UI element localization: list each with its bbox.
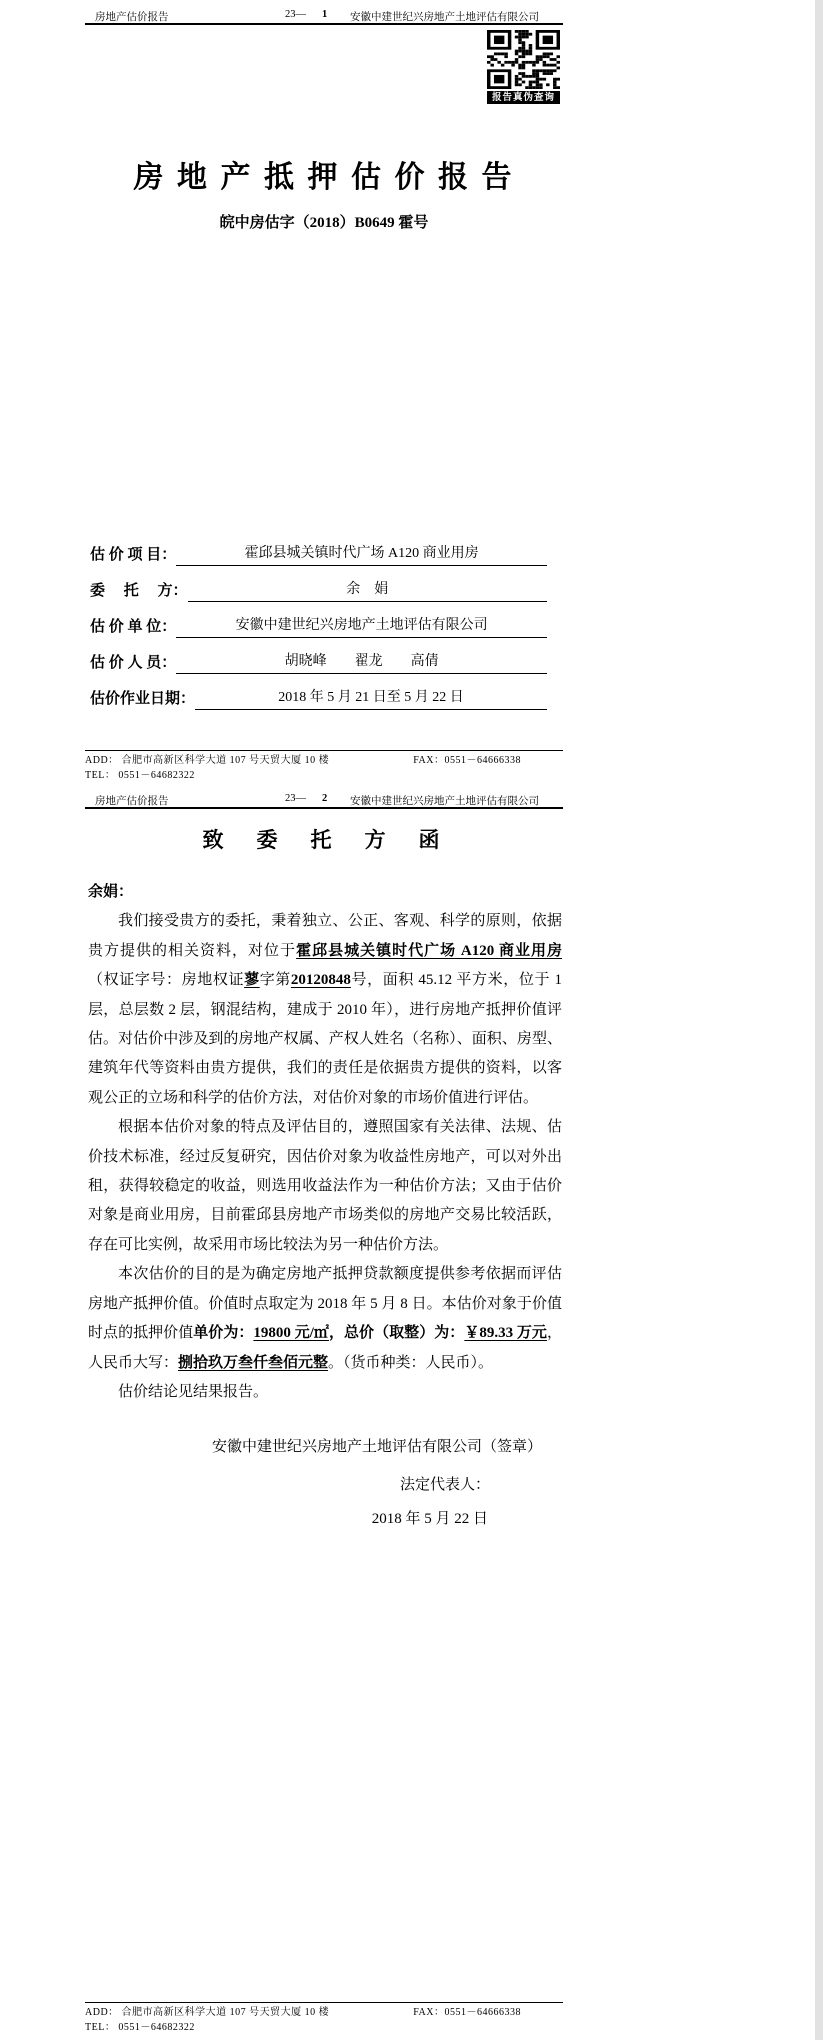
signoff-legal-rep: 法定代表人： [399,1476,490,1493]
header-doc-label: 房地产估价报告 [95,12,169,23]
header-page-number [285,793,327,804]
scan-edge [815,0,823,2040]
cover-fields [90,530,547,710]
report-cover-page [0,0,815,790]
field-label-appraisers: 估 价 人 员： [90,655,177,671]
page2-footer [85,2002,563,2035]
letter-title: 致 委 托 方 函 [202,828,446,852]
qr-label: 报告真伪查询 [487,91,560,104]
letter-paragraph-1: 我们接受贵方的委托，秉着独立、公正、客观、科学的原则，依据贵方提供的相关资料，对位于霍邱县城关镇时代广场 A120 商业用房（权证字号：房地权证蓼字第20120848号，面积 45.12 平方米，位于 1 层，总层数 2 层，钢混结构，建成于 2010 年），进行房地产抵押价值评估。对估价中涉及到的房地产权属、产权人姓名（名称）、面积、房型、建筑年代等资料由贵方提供，我们的责任是依据贵方提供的资料，以客观公正的立场和科学的估价方法，对估价对象的市场价值进行评估。 [88,913,562,1106]
signoff-company: 安徽中建世纪兴房地产土地评估有限公司（签章） [211,1439,542,1456]
header-page-prefix: 23— [285,793,306,804]
letter-body [88,878,562,1535]
page2-running-header [85,792,563,809]
letter-paragraph-2: 根据本估价对象的特点及评估目的，遵照国家有关法律、法规、估价技术标准，经过反复研究，因估价对象为收益性房地产，可以对外出租，获得较稳定的收益，则选用收益法作为一种估价方法；又由于估价对象是商业用房，目前霍邱县房地产市场类似的房地产交易比较活跃，存在可比实例，故采用市场比较法为另一种估价方法。 [88,1119,562,1253]
report-letter-page [0,790,815,2040]
field-label-client: 委 托 方： [90,583,188,599]
field-row-project [90,530,547,566]
signoff-date: 2018 年 5 月 22 日 [371,1511,488,1528]
letter-paragraph-3: 本次估价的目的是为确定房地产抵押贷款额度提供参考依据而评估房地产抵押价值。价值时点取定为 2018 年 5 月 8 日。本估价对象于价值时点的抵押价值单价为：19800 元/㎡，总价（取整）为：￥89.33 万元，人民币大写：捌拾玖万叁仟叁佰元整。（货币种类：人民币）。 [88,1266,562,1371]
field-label-agency: 估 价 单 位： [90,619,177,635]
header-company-name: 安徽中建世纪兴房地产土地评估有限公司 [350,12,539,23]
letter-signoff [88,1433,562,1534]
footer-fax: FAX：0551－64666338 [413,755,521,766]
qr-code [487,30,560,89]
field-row-appraisers [90,638,547,674]
footer-tel: TEL： 0551－64682322 [85,2022,195,2033]
field-value-agency: 安徽中建世纪兴房地产土地评估有限公司 [176,614,547,638]
header-page-num: 1 [322,9,328,20]
header-page-prefix: 23— [285,9,306,20]
qr-pattern [487,30,560,89]
letter-salutation: 余娟： [88,884,134,900]
header-company-name: 安徽中建世纪兴房地产土地评估有限公司 [350,796,539,807]
field-row-agency [90,602,547,638]
report-title: 房 地 产 抵 押 估 价 报 告 [133,161,515,194]
field-row-work-date [90,674,547,710]
header-page-num: 2 [322,793,328,804]
page1-footer [85,750,563,783]
footer-address: ADD： 合肥市高新区科学大道 107 号天贸大厦 10 楼 [85,755,330,766]
header-doc-label: 房地产估价报告 [95,796,169,807]
field-label-project: 估 价 项 目： [90,547,177,563]
footer-address: ADD： 合肥市高新区科学大道 107 号天贸大厦 10 楼 [85,2007,330,2018]
field-value-client: 余 娟 [188,578,547,602]
field-value-work-date: 2018 年 5 月 21 日至 5 月 22 日 [195,686,547,710]
qr-verification-block [487,30,560,104]
field-value-appraisers: 胡晓峰 翟龙 高倩 [176,650,547,674]
footer-tel: TEL： 0551－64682322 [85,770,195,781]
header-page-number [285,9,327,20]
field-row-client [90,566,547,602]
field-label-work-date: 估价作业日期： [90,691,196,707]
field-value-project: 霍邱县城关镇时代广场 A120 商业用房 [176,542,547,566]
footer-fax: FAX：0551－64666338 [413,2007,521,2018]
letter-paragraph-4: 估价结论见结果报告。 [118,1383,269,1400]
page1-running-header [85,8,563,25]
report-doc-number: 皖中房估字（2018）B0649 霍号 [219,215,429,231]
